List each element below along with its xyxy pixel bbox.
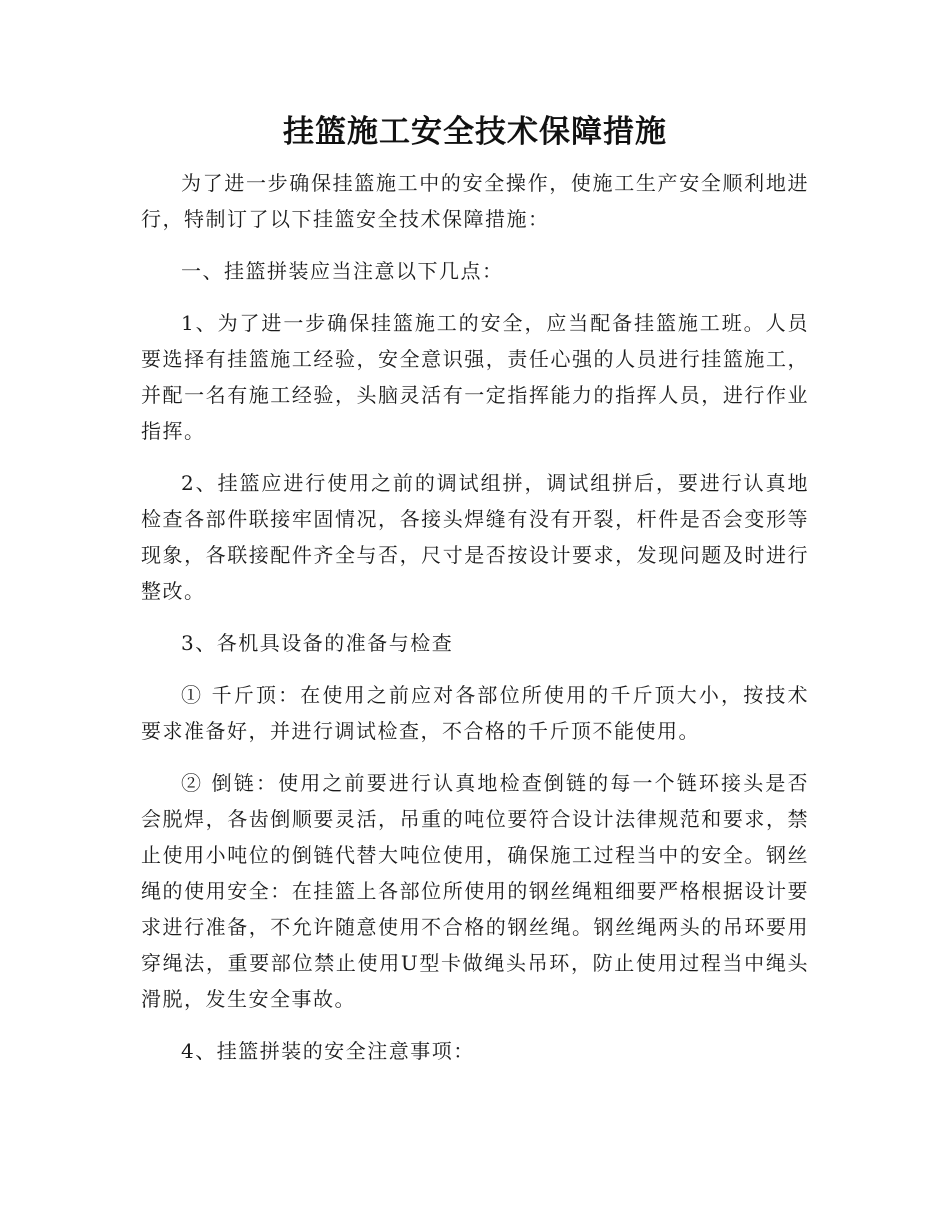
paragraph-intro: 为了进一步确保挂篮施工中的安全操作，使施工生产安全顺利地进行，特制订了以下挂篮安全技术保障措施： bbox=[141, 171, 809, 231]
section-heading-assembly: 一、挂篮拼装应当注意以下几点： bbox=[181, 259, 504, 283]
paragraph-item-2: 2、挂篮应进行使用之前的调试组拼，调试组拼后，要进行认真地检查各部件联接牢固情况，各接头焊缝有没有开裂，杆件是否会变形等现象，各联接配件齐全与否，尺寸是否按设计要求，发现问题及时进行整改。 bbox=[141, 471, 809, 603]
document-body bbox=[141, 165, 809, 1085]
paragraph-chain-hoist: ② 倒链：使用之前要进行认真地检查倒链的每一个链环接头是否会脱焊，各齿倒顺要灵活，吊重的吨位要符合设计法律规范和要求，禁止使用小吨位的倒链代替大吨位使用，确保施工过程当中的安全。钢丝绳的使用安全：在挂篮上各部位所使用的钢丝绳粗细要严格根据设计要求进行准备，不允许随意使用不合格的钢丝绳。钢丝绳两头的吊环要用穿绳法，重要部位禁止使用U型卡做绳头吊环，防止使用过程当中绳头滑脱，发生安全事故。 bbox=[141, 771, 809, 1011]
paragraph-item-1: 1、为了进一步确保挂篮施工的安全，应当配备挂篮施工班。人员要选择有挂篮施工经验，安全意识强，责任心强的人员进行挂篮施工，并配一名有施工经验，头脑灵活有一定指挥能力的指挥人员，进行作业指挥。 bbox=[141, 311, 809, 443]
paragraph-jack: ① 千斤顶：在使用之前应对各部位所使用的千斤顶大小，按技术要求准备好，并进行调试检查，不合格的千斤顶不能使用。 bbox=[141, 683, 809, 743]
paragraph-item-3: 3、各机具设备的准备与检查 bbox=[181, 631, 454, 655]
document-title: 挂篮施工安全技术保障措施 bbox=[283, 114, 667, 150]
paragraph-item-4: 4、挂篮拼装的安全注意事项： bbox=[181, 1039, 475, 1063]
